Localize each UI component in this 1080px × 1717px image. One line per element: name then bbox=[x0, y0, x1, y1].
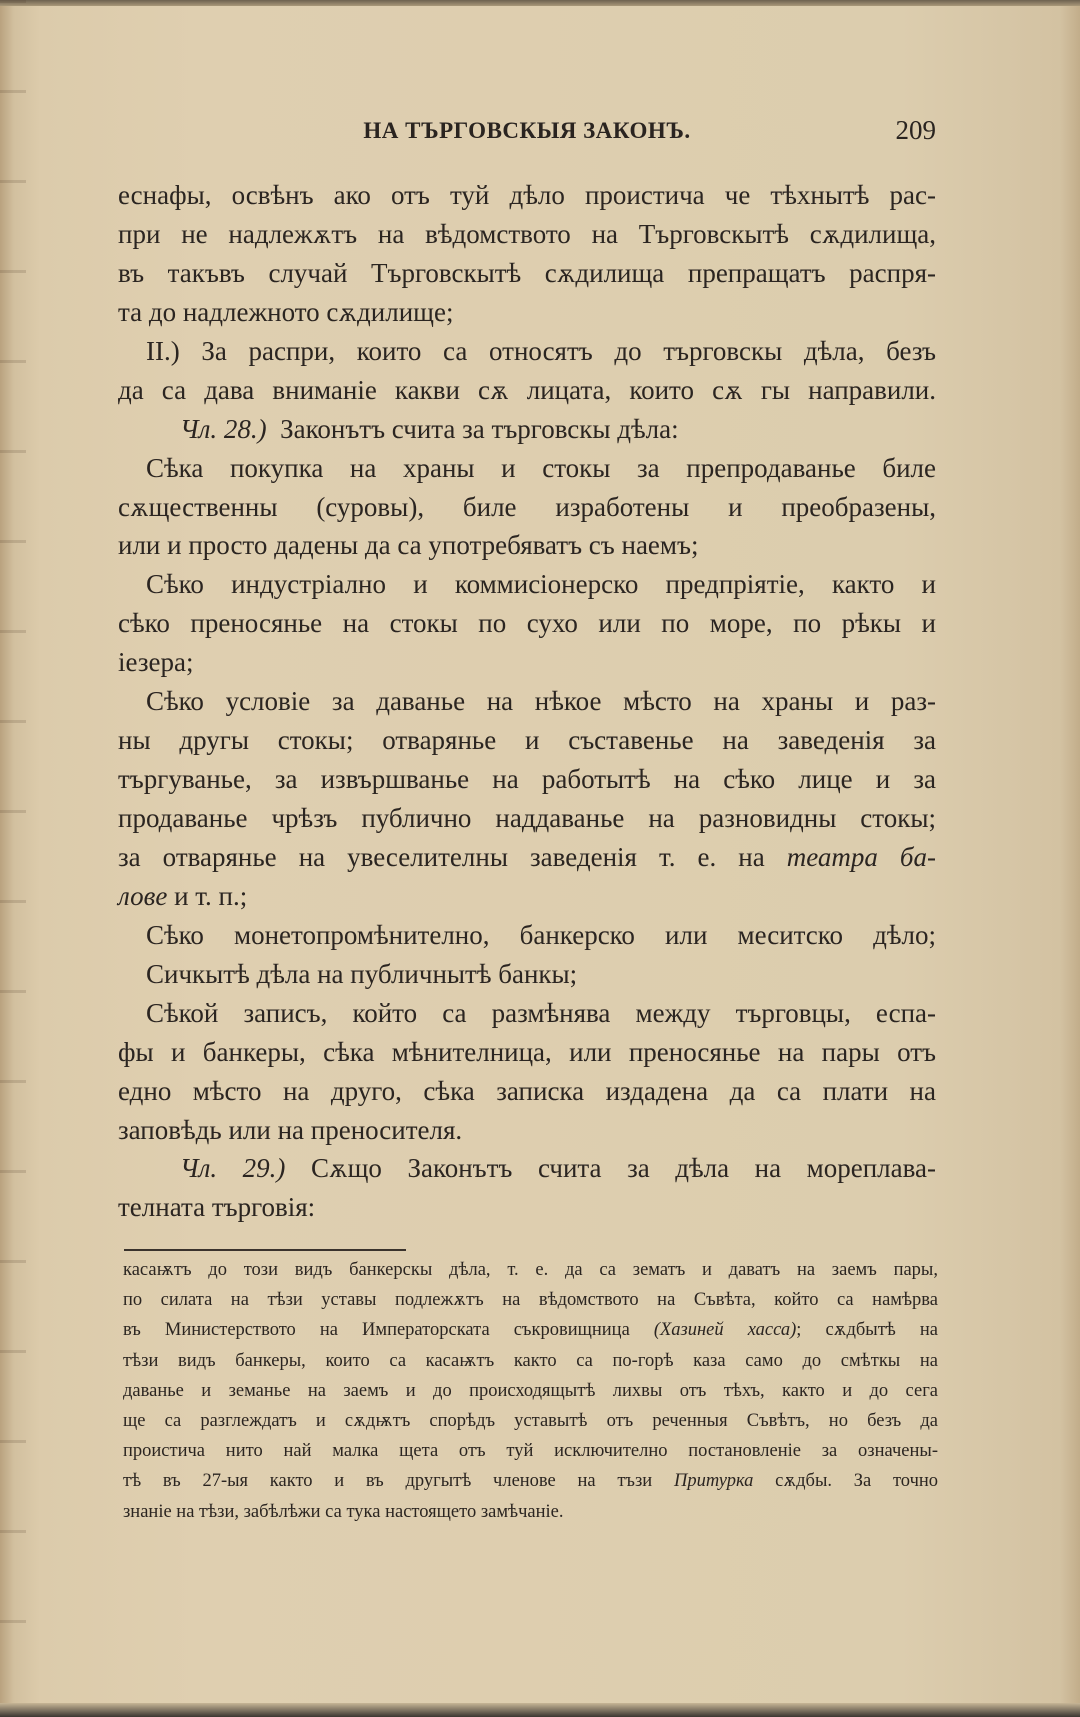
article-29-label: Чл. 29.) bbox=[180, 1153, 286, 1184]
ministry-text: въ Министерството на Императорската съкровищница bbox=[123, 1320, 630, 1341]
footnote-ministry-line bbox=[123, 1315, 938, 1345]
binding-gutter bbox=[0, 0, 26, 1717]
text-line: іезера; bbox=[118, 647, 194, 678]
article-28-heading bbox=[118, 410, 936, 449]
text-line: еснафы, освѣнъ ако отъ туй дѣло проистича че тѣхнытѣ рас- bbox=[118, 180, 936, 210]
text-line: търгуванье, за извършванье на работытѣ на сѣко лице и за bbox=[118, 764, 936, 795]
footnote-line: даванье и земанье на заемъ и до происходящытѣ лихвы отъ тѣхъ, както и до сега bbox=[123, 1380, 938, 1401]
balls-italic: лове bbox=[118, 880, 168, 911]
supplement-post: сѫдбы. За точно bbox=[775, 1471, 939, 1492]
text-line: Сѣкой записъ, който са размѣнява между търговцы, еспа- bbox=[146, 997, 936, 1028]
text-line: телната търговія: bbox=[118, 1192, 316, 1223]
text-line: Сѣко индустріално и коммисіонерско предпріятіе, както и bbox=[146, 569, 936, 600]
text-line: ны другы стокы; отварянье и съставенье на заведенія за bbox=[118, 725, 936, 756]
page-bottom-edge bbox=[0, 1703, 1080, 1717]
running-title: НА ТЪРГОВСКЫЯ ЗАКОНЪ. bbox=[363, 118, 691, 143]
text-line: въ такъвъ случай Търговскытѣ сѫдилища препращатъ распря- bbox=[118, 257, 936, 288]
text-line: едно мѣсто на друго, сѣка записка издадена да са плати на bbox=[118, 1075, 936, 1106]
text-line: да са дава вниманіе какви сѫ лицата, които сѫ гы направили. bbox=[118, 374, 936, 405]
etc-text: и т. п.; bbox=[174, 880, 248, 911]
body-text bbox=[118, 176, 936, 1227]
text-line: или и просто дадены да са употребяватъ съ наемъ; bbox=[118, 530, 699, 561]
footnote-line: по силата на тѣзи уставы подлежѫтъ на вѣдомството на Съвѣта, който са намѣрва bbox=[123, 1290, 938, 1311]
ministry-post: ; сѫдбытѣ на bbox=[796, 1320, 938, 1341]
text-line: II.) За распри, които са относятъ до търговскы дѣла, безъ bbox=[146, 335, 936, 366]
article-28-text: Законътъ счита за търговскы дѣла: bbox=[280, 413, 679, 444]
text-line: продаванье чрѣзъ публично наддаванье на разновидны стокы; bbox=[118, 803, 936, 833]
supplement-text: тѣ въ 27-ыя както и въ другытѣ членове на тъзи bbox=[123, 1471, 653, 1492]
text-line: при не надлежѫтъ на вѣдомството на Търговскытѣ сѫдилища, bbox=[118, 218, 936, 249]
text-line: Сѣко условіе за даванье на нѣкое мѣсто на храны и раз- bbox=[146, 686, 936, 717]
footnote-line: проистича нито най малка щета отъ туй исключително постановленіе за означены- bbox=[123, 1441, 938, 1462]
text-line: фы и банкеры, сѣка мѣнителница, или преносянье на пары отъ bbox=[118, 1036, 936, 1067]
article-29-text: Сѫщо Законътъ счита за дѣла на мореплава- bbox=[310, 1153, 936, 1184]
article-29-heading bbox=[118, 1149, 936, 1188]
theatre-line bbox=[118, 838, 936, 877]
text-line: та до надлежното сѫдилище; bbox=[118, 296, 454, 327]
footnote-line: ще са разглеждатъ и сѫдѭтъ спорѣдъ уставытѣ отъ реченныя Съвѣтъ, но безъ да bbox=[123, 1410, 938, 1431]
text-line: Сичкытѣ дѣла на публичнытѣ банкы; bbox=[146, 958, 578, 989]
ministry-italic: (Хазиней хасса) bbox=[653, 1320, 797, 1341]
footnote-rule bbox=[124, 1249, 406, 1251]
article-28-label: Чл. 28.) bbox=[180, 413, 267, 444]
page-number: 209 bbox=[895, 115, 936, 145]
theatre-italic: театра ба- bbox=[786, 841, 936, 872]
footnote-supplement-line bbox=[123, 1466, 938, 1496]
footnote-line: тѣзи видъ банкеры, които са касаѭтъ както са по-горѣ каза само до смѣткы на bbox=[123, 1350, 938, 1371]
footnote-line: касаѭтъ до този видъ банкерскы дѣла, т. е. да са зематъ и даватъ на заемъ пары, bbox=[123, 1260, 938, 1280]
text-line: сѣко преносянье на стокы по сухо или по море, по рѣкы и bbox=[118, 608, 936, 639]
footnote-line: знаніе на тѣзи, забѣлѣжи са тука настоящето замѣчаніе. bbox=[123, 1501, 564, 1522]
text-line: Сѣко монетопромѣнително, банкерско или меситско дѣло; bbox=[146, 919, 936, 950]
text-line: сѫщественны (суровы), биле изработены и преобразены, bbox=[118, 491, 936, 522]
footnote bbox=[123, 1255, 938, 1527]
page-top-edge bbox=[0, 0, 1080, 6]
text-line: заповѣдь или на преносителя. bbox=[118, 1114, 463, 1145]
supplement-italic: Притурка bbox=[673, 1471, 754, 1492]
theatre-text: за отварянье на увеселителны заведенія т. е. на bbox=[118, 841, 765, 872]
theatre-line-end bbox=[118, 877, 936, 916]
text-line: Сѣка покупка на храны и стокы за препродаванье биле bbox=[146, 452, 936, 483]
running-head bbox=[118, 115, 936, 154]
